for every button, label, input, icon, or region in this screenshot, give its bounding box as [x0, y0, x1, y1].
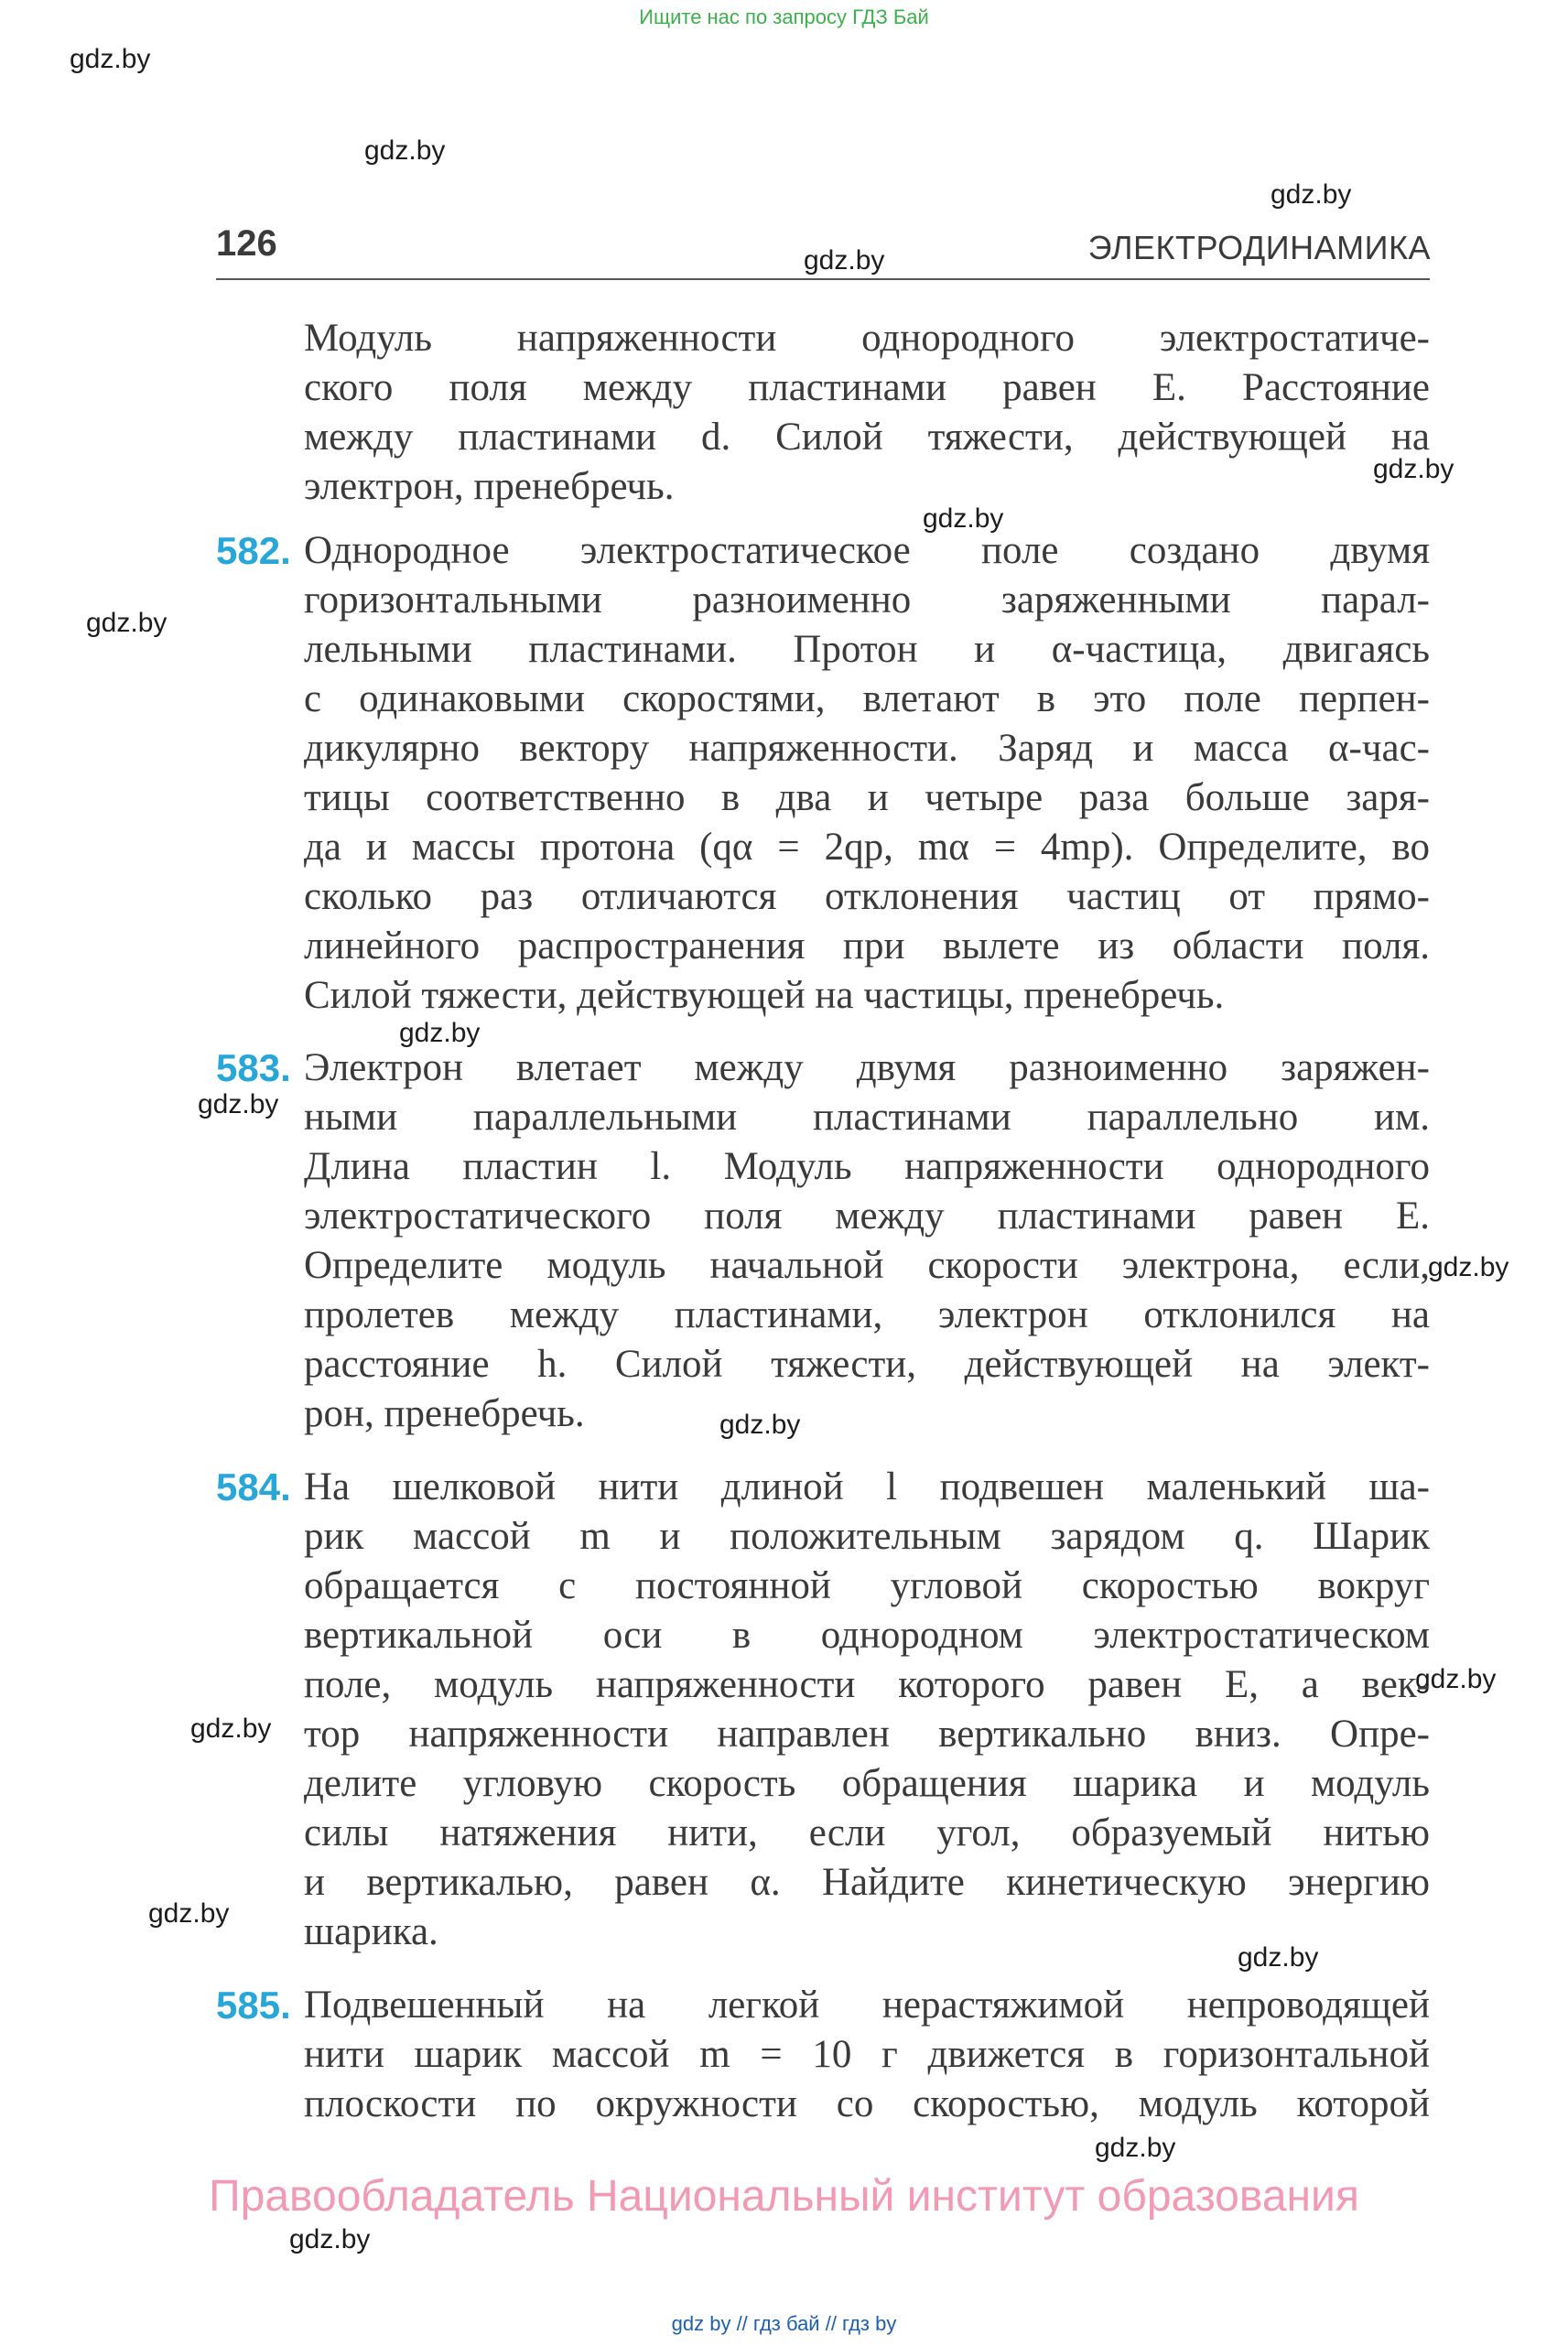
watermark: gdz.by	[804, 245, 885, 276]
text-line: да и массы протона (qα = 2qp, mα = 4mp). Определите, во	[304, 826, 1430, 869]
text-line: Электрон влетает между двумя разноименно заряжен-	[304, 1046, 1430, 1089]
problem-number: 583.	[216, 1046, 291, 1089]
text-line: плоскости по окружности со скоростью, модуль которой	[304, 2082, 1430, 2125]
text-line: нити шарик массой m = 10 г движется в горизонтальной	[304, 2033, 1430, 2076]
watermark: gdz.by	[364, 135, 446, 166]
text-line: На шелковой нити длиной l подвешен маленький ша-	[304, 1465, 1430, 1508]
text-line: рон, пренебречь.	[304, 1392, 585, 1435]
text-line: расстояние h. Силой тяжести, действующей на элект-	[304, 1343, 1430, 1386]
watermark: gdz.by	[86, 608, 168, 638]
watermark: gdz.by	[1238, 1942, 1319, 1973]
text-line: электростатического поля между пластинами равен E.	[304, 1195, 1430, 1238]
watermark: gdz.by	[923, 503, 1004, 534]
text-line: делите угловую скорость обращения шарика и модуль	[304, 1762, 1430, 1805]
watermark: gdz.by	[719, 1410, 801, 1440]
text-line: пролетев между пластинами, электрон отклонился на	[304, 1293, 1430, 1336]
watermark: gdz.by	[190, 1714, 272, 1744]
text-line: дикулярно вектору напряженности. Заряд и масса α-час-	[304, 727, 1430, 770]
watermark: gdz.by	[198, 1089, 279, 1119]
text-line: тор напряженности направлен вертикально вниз. Опре-	[304, 1713, 1430, 1756]
text-line: рик массой m и положительным зарядом q. Шарик	[304, 1515, 1430, 1558]
watermark: gdz.by	[1415, 1664, 1497, 1694]
problem-number: 585.	[216, 1984, 291, 2027]
problem-number: 584.	[216, 1465, 291, 1508]
watermark: gdz.by	[289, 2224, 371, 2254]
watermark: gdz.by	[1428, 1252, 1509, 1282]
text-line: Длина пластин l. Модуль напряженности однородного	[304, 1145, 1430, 1188]
text-line: Модуль напряженности однородного электростатиче-	[304, 317, 1430, 360]
text-line: электрон, пренебречь.	[304, 465, 675, 508]
text-line: вертикальной оси в однородном электростатическом	[304, 1614, 1430, 1657]
text-line: горизонтальными разноименно заряженными парал-	[304, 578, 1430, 622]
text-line: тицы соответственно в два и четыре раза больше заря-	[304, 776, 1430, 819]
rights-holder-notice: Правообладатель Национальный институт образования	[209, 2172, 1359, 2221]
text-line: обращается с постоянной угловой скоростью вокруг	[304, 1564, 1430, 1607]
problem-number: 582.	[216, 529, 291, 572]
text-line: и вертикалью, равен α. Найдите кинетическую энергию	[304, 1861, 1430, 1904]
text-line: сколько раз отличаются отклонения частиц от прямо-	[304, 875, 1430, 918]
text-line: лельными пластинами. Протон и α-частица, двигаясь	[304, 628, 1430, 671]
text-line: линейного распространения при вылете из области поля.	[304, 924, 1430, 968]
text-line: между пластинами d. Силой тяжести, действующей на	[304, 416, 1430, 459]
bottom-links[interactable]: gdz by // гдз бай // гдз by	[671, 2312, 897, 2335]
text-line: ными параллельными пластинами параллельно им.	[304, 1096, 1430, 1139]
watermark: gdz.by	[1271, 179, 1352, 210]
text-line: ского поля между пластинами равен E. Расстояние	[304, 366, 1430, 409]
text-line: Однородное электростатическое поле создано двумя	[304, 529, 1430, 572]
text-line: шарика.	[304, 1910, 438, 1953]
watermark: gdz.by	[1095, 2133, 1176, 2163]
text-line: с одинаковыми скоростями, влетают в это поле перпен-	[304, 677, 1430, 720]
text-line: Подвешенный на легкой нерастяжимой непроводящей	[304, 1984, 1430, 2027]
text-line: силы натяжения нити, если угол, образуемый нитью	[304, 1811, 1430, 1854]
text-line: поле, модуль напряженности которого равен E, а век-	[304, 1663, 1430, 1706]
header-rule	[216, 278, 1430, 280]
text-line: Силой тяжести, действующей на частицы, пренебречь.	[304, 974, 1225, 1017]
section-title: ЭЛЕКТРОДИНАМИКА	[1087, 229, 1431, 266]
page-number: 126	[216, 223, 277, 264]
top-search-link[interactable]: Ищите нас по запросу ГДЗ Бай	[639, 5, 929, 28]
watermark: gdz.by	[399, 1018, 481, 1048]
watermark: gdz.by	[148, 1898, 230, 1929]
watermark: gdz.by	[70, 44, 151, 74]
text-line: Определите модуль начальной скорости электрона, если,	[304, 1244, 1430, 1287]
watermark: gdz.by	[1373, 454, 1454, 484]
